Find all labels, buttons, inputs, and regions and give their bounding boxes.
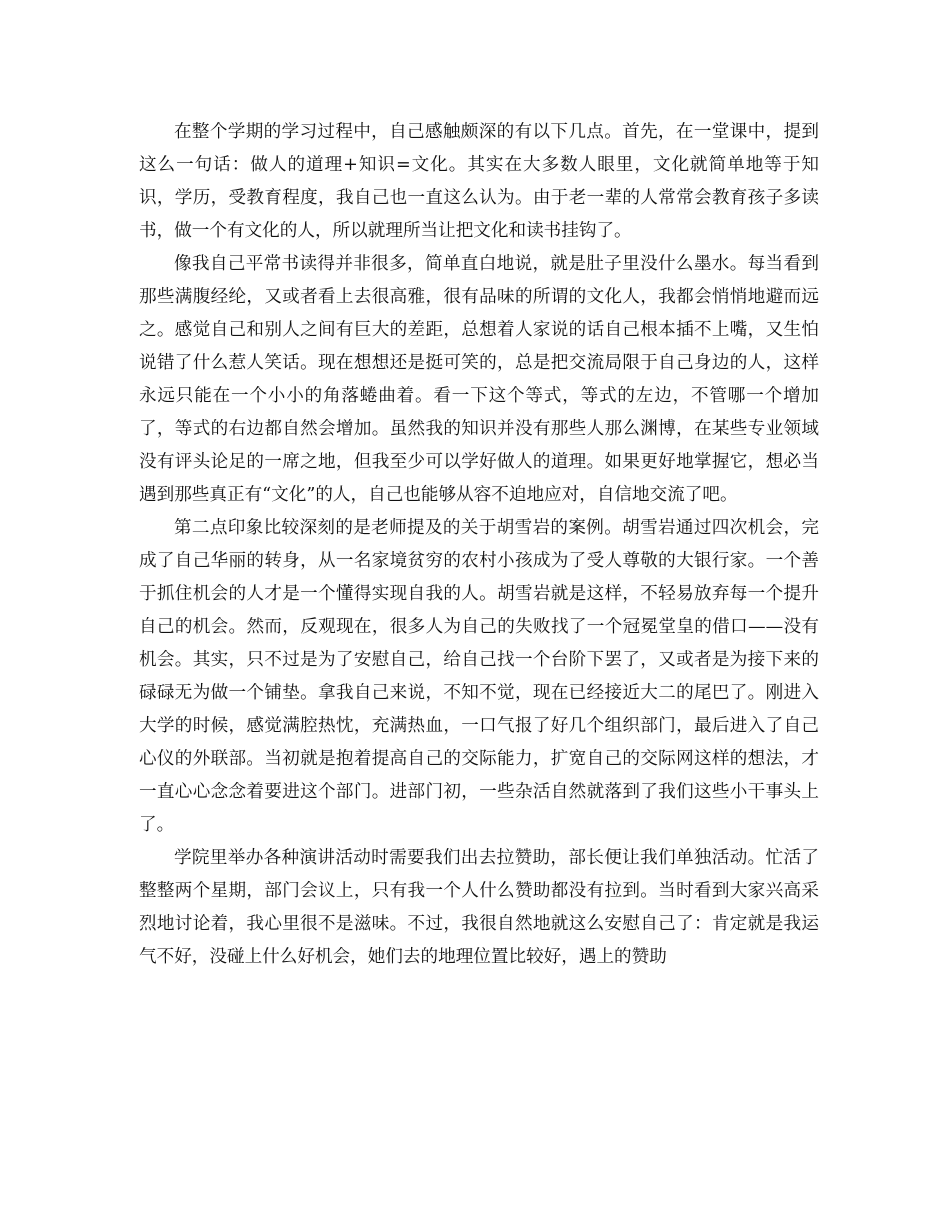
paragraph-4: 学院里举办各种演讲活动时需要我们出去拉赞助，部长便让我们单独活动。忙活了整整两个星期，部门会议上，只有我一个人什么赞助都没有拉到。当时看到大家兴高采烈地讨论着，我心里很不是滋味。不过，我很自然地就这么安慰自己了：肯定就是我运气不好，没碰上什么好机会，她们去的地理位置比较好，遇上的赞助 <box>139 848 819 967</box>
document-body <box>139 116 819 974</box>
paragraph-2: 像我自己平常书读得并非很多，简单直白地说，就是肚子里没什么墨水。每当看到那些满腹经纶，又或者看上去很高雅，很有品味的所谓的文化人，我都会悄悄地避而远之。感觉自己和别人之间有巨大的差距，总想着人家说的话自己根本插不上嘴，又生怕说错了什么惹人笑话。现在想想还是挺可笑的，总是把交流局限于自己身边的人，这样永远只能在一个小小的角落蜷曲着。看一下这个等式，等式的左边，不管哪一个增加了，等式的右边都自然会增加。虽然我的知识并没有那些人那么渊博，在某些专业领域没有评头论足的一席之地，但我至少可以学好做人的道理。如果更好地掌握它，想必当遇到那些真正有“文化”的人，自己也能够从容不迫地应对，自信地交流了吧。 <box>139 254 819 505</box>
paragraph-3: 第二点印象比较深刻的是老师提及的关于胡雪岩的案例。胡雪岩通过四次机会，完成了自己华丽的转身，从一名家境贫穷的农村小孩成为了受人尊敬的大银行家。一个善于抓住机会的人才是一个懂得实现自我的人。胡雪岩就是这样，不轻易放弃每一个提升自己的机会。然而，反观现在，很多人为自己的失败找了一个冠冕堂皇的借口——没有机会。其实，只不过是为了安慰自己，给自己找一个台阶下罢了，又或者是为接下来的碌碌无为做一个铺垫。拿我自己来说，不知不觉，现在已经接近大二的尾巴了。刚进入大学的时候，感觉满腔热忱，充满热血，一口气报了好几个组织部门，最后进入了自己心仪的外联部。当初就是抱着提高自己的交际能力，扩宽自己的交际网这样的想法，才一直心心念念着要进这个部门。进部门初，一些杂活自然就落到了我们这些小干事头上了。 <box>139 518 819 835</box>
paragraph-1: 在整个学期的学习过程中，自己感触颇深的有以下几点。首先，在一堂课中，提到这么一句话：做人的道理+知识=文化。其实在大多数人眼里，文化就简单地等于知识，学历，受教育程度，我自己也一直这么认为。由于老一辈的人常常会教育孩子多读书，做一个有文化的人，所以就理所当让把文化和读书挂钩了。 <box>139 122 819 241</box>
